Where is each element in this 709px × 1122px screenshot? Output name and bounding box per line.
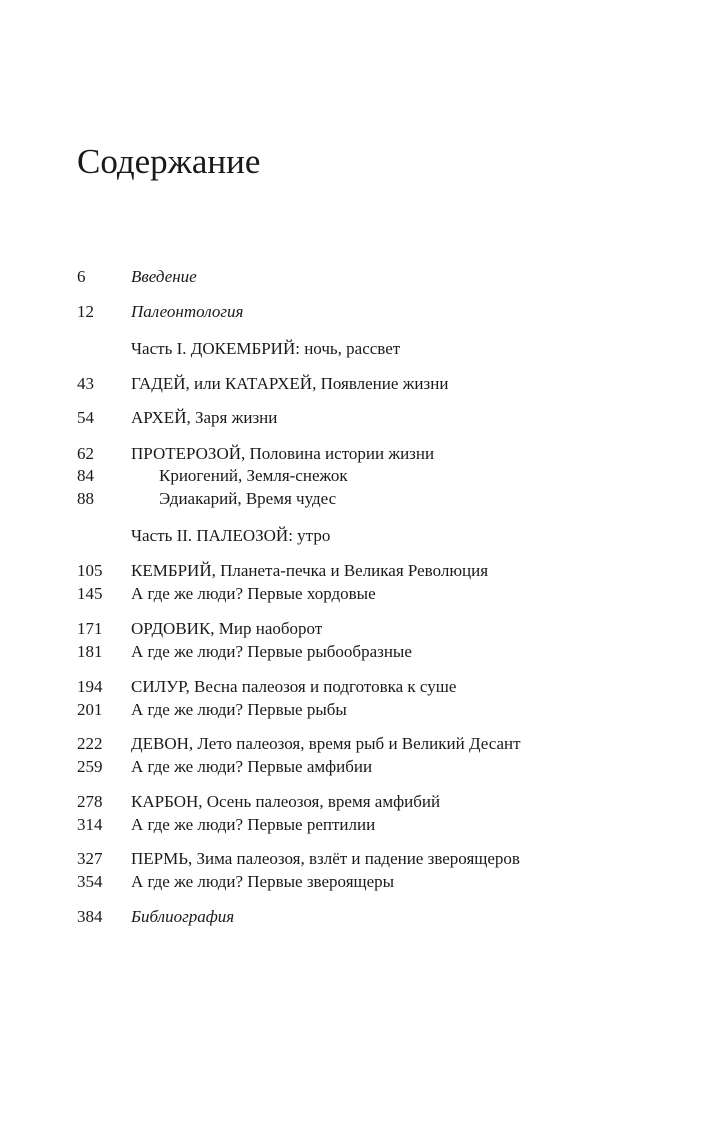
page-number: 84	[77, 466, 94, 485]
page-number: 145	[77, 584, 103, 603]
page-number: 201	[77, 700, 103, 719]
entry-title: Эдиакарий, Время чудес	[159, 489, 337, 508]
page-number: 171	[77, 619, 103, 638]
entry-title: КЕМБРИЙ, Планета-печка и Великая Революция	[131, 561, 489, 580]
entry-title: ПРОТЕРОЗОЙ, Половина истории жизни	[131, 444, 435, 463]
page-number: 314	[77, 815, 103, 834]
part-title: Часть II. ПАЛЕОЗОЙ: утро	[131, 526, 331, 545]
page-number: 12	[77, 302, 94, 321]
page-number: 327	[77, 849, 103, 868]
part-title: Часть I. ДОКЕМБРИЙ: ночь, рассвет	[131, 339, 401, 358]
entry-title: ДЕВОН, Лето палеозоя, время рыб и Великий Десант	[131, 734, 521, 753]
entry-title: ГАДЕЙ, или КАТАРХЕЙ, Появление жизни	[131, 374, 449, 393]
page-number: 43	[77, 374, 94, 393]
entry-title: А где же люди? Первые рыбообразные	[131, 642, 412, 661]
page-number: 6	[77, 267, 86, 286]
page-number: 105	[77, 561, 103, 580]
page-number: 62	[77, 444, 94, 463]
page-number: 259	[77, 757, 103, 776]
entry-title: ПЕРМЬ, Зима палеозоя, взлёт и падение звероящеров	[131, 849, 520, 868]
page-number: 181	[77, 642, 103, 661]
entry-title: КАРБОН, Осень палеозоя, время амфибий	[131, 792, 441, 811]
entry-title: А где же люди? Первые рептилии	[131, 815, 376, 834]
entry-title: Введение	[131, 267, 197, 286]
entry-title: АРХЕЙ, Заря жизни	[131, 408, 278, 427]
page-number: 88	[77, 489, 94, 508]
entry-title: СИЛУР, Весна палеозоя и подготовка к суше	[131, 677, 457, 696]
entry-title: А где же люди? Первые рыбы	[131, 700, 347, 719]
page-number: 54	[77, 408, 94, 427]
page-number: 194	[77, 677, 103, 696]
page-number: 384	[77, 907, 103, 926]
entry-title: А где же люди? Первые амфибии	[131, 757, 373, 776]
page-title: Содержание	[77, 142, 261, 181]
entry-title: Библиография	[131, 907, 235, 926]
page-number: 222	[77, 734, 103, 753]
entry-title: А где же люди? Первые звероящеры	[131, 872, 395, 891]
entry-title: Криогений, Земля-снежок	[159, 466, 348, 485]
page-number: 278	[77, 792, 103, 811]
entry-title: Палеонтология	[131, 302, 244, 321]
entry-title: А где же люди? Первые хордовые	[131, 584, 376, 603]
page-number: 354	[77, 872, 103, 891]
entry-title: ОРДОВИК, Мир наоборот	[131, 619, 323, 638]
